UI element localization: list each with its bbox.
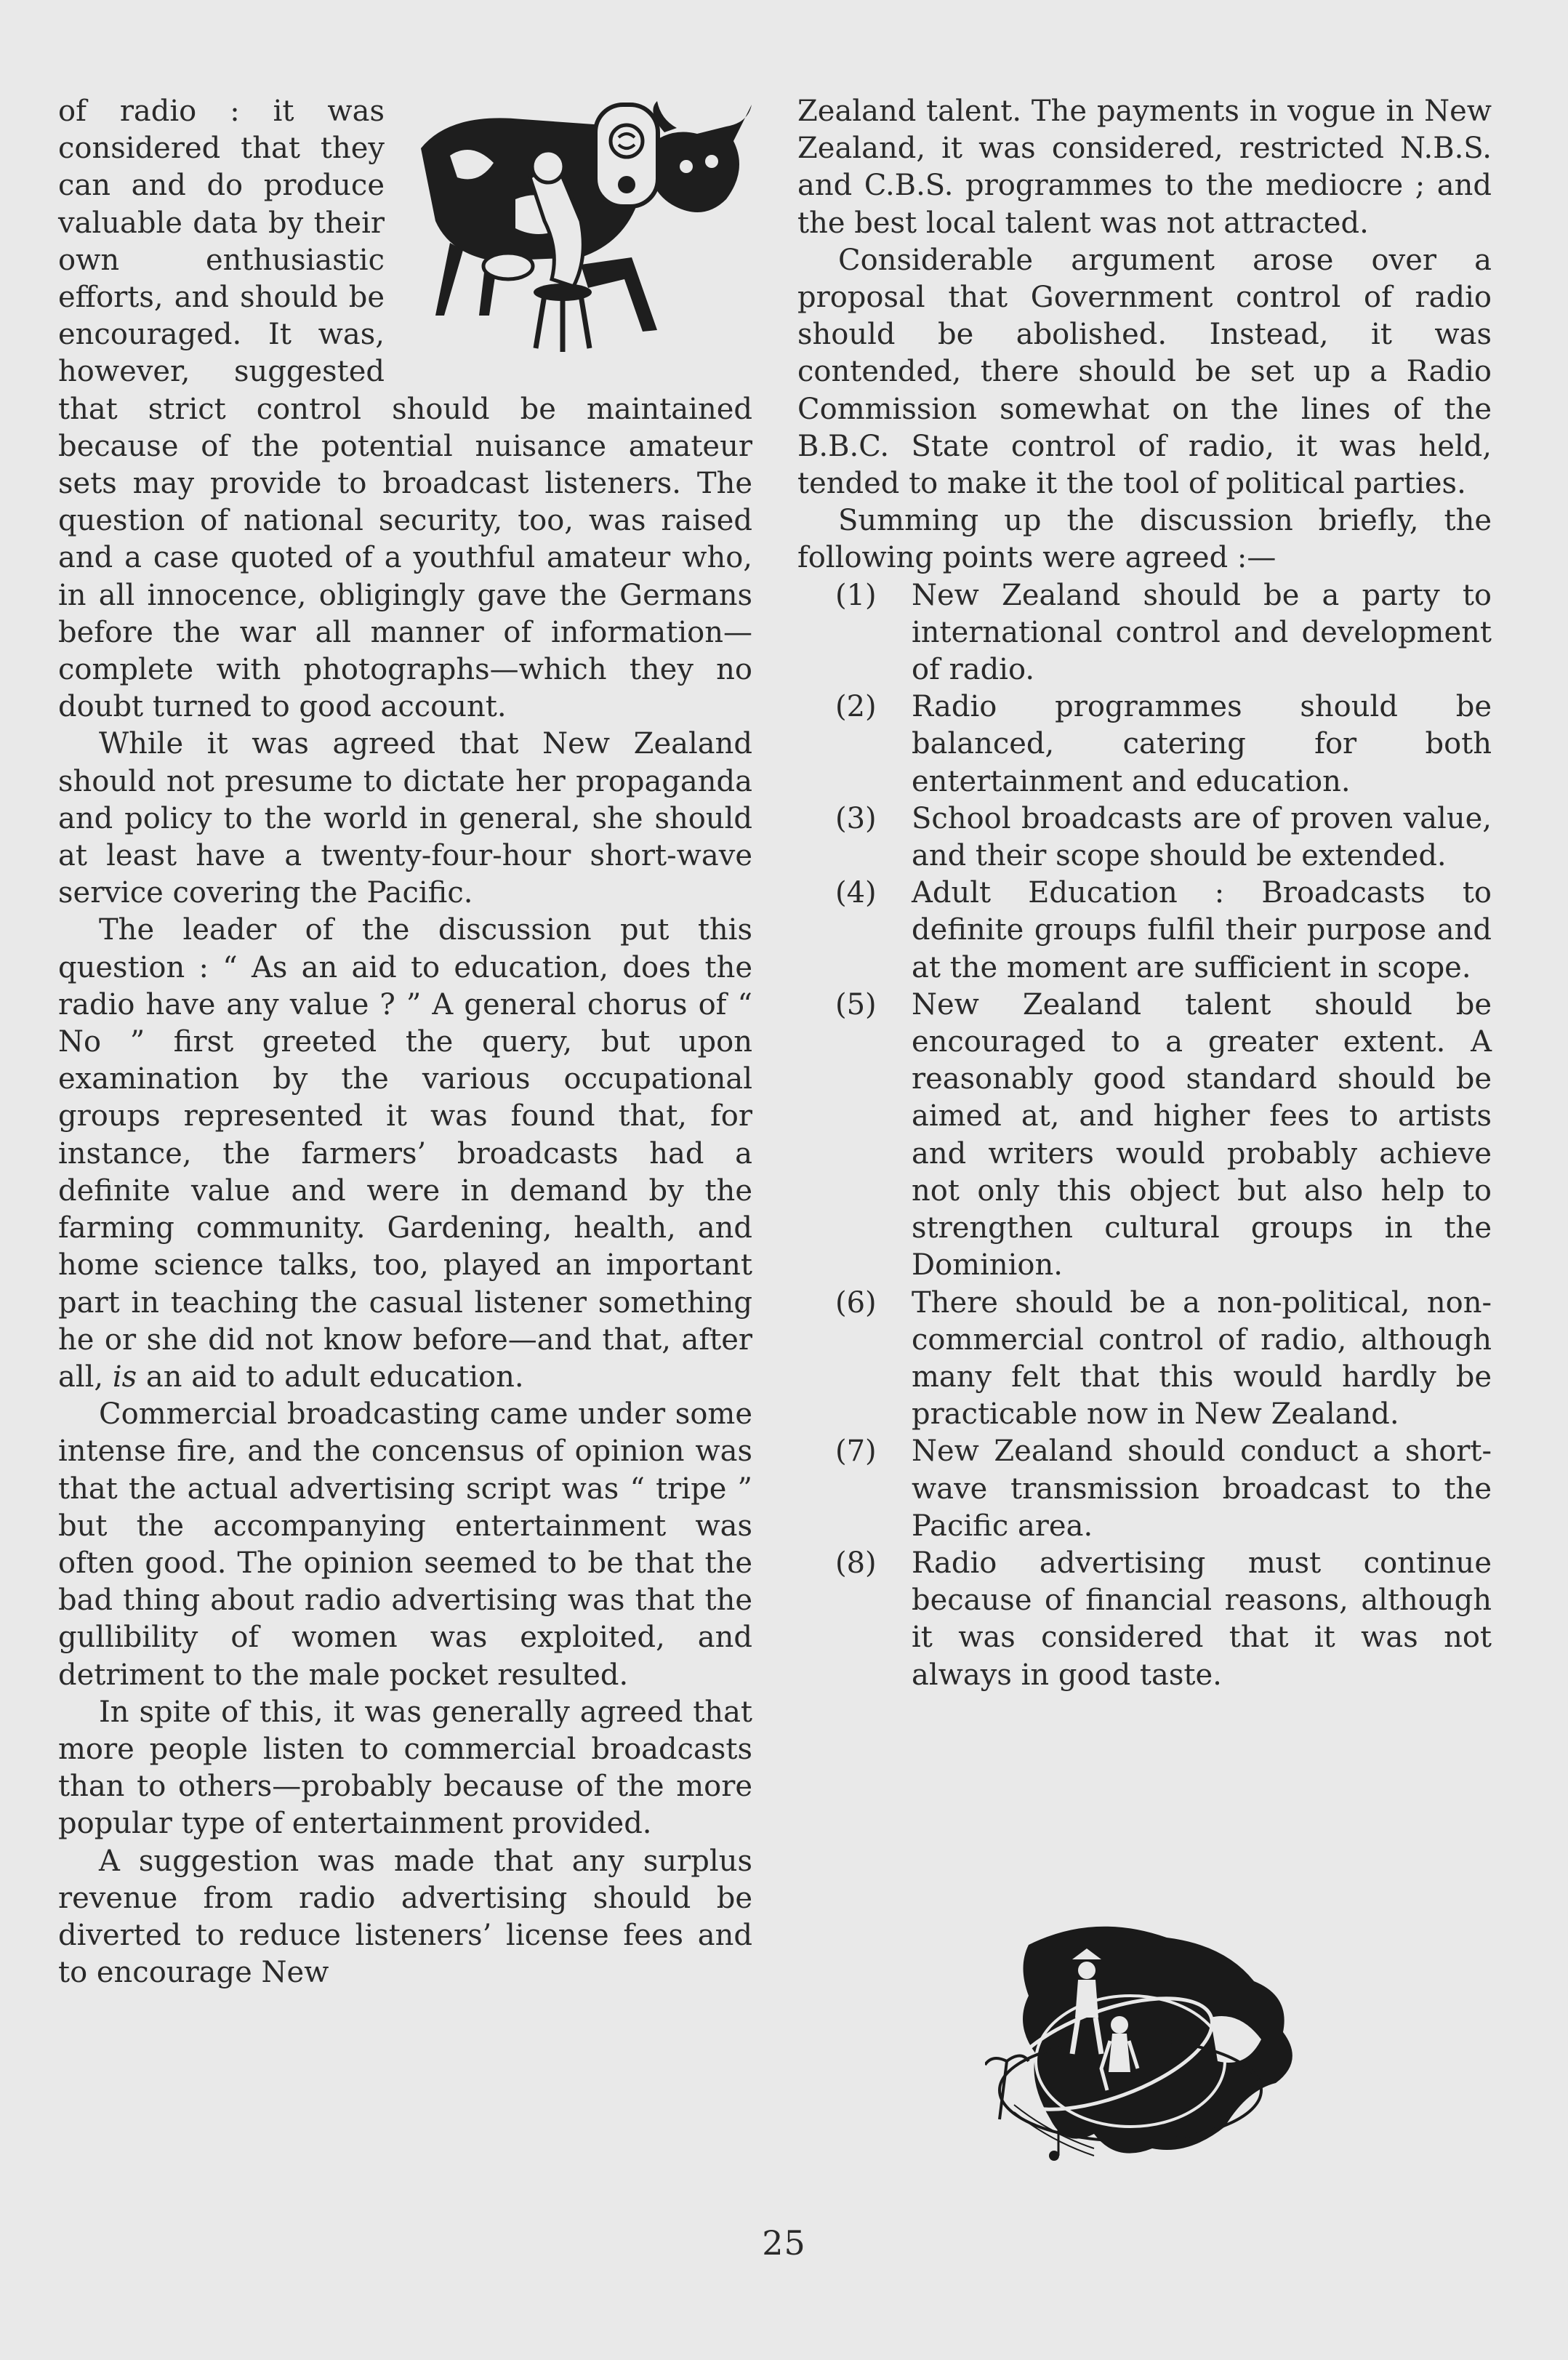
paragraph: While it was agreed that New Zealand should not presume to dictate her propaganda and policy to the world in general, she should at least have a twenty-four-hour short-wave service covering the Pacific. xyxy=(58,727,752,910)
list-item xyxy=(797,800,1492,875)
paragraph: Commercial broadcasting came under some intense fire, and the concensus of opinion was that the actual advertising script was “ tripe ” but the accompanying entertainment was often good. The opinion seemed to be that the bad thing about radio advertising was that the gullibility of women was exploited, and detriment to the male pocket resulted. xyxy=(58,1397,752,1692)
list-item-number: (6) xyxy=(835,1285,877,1320)
paragraph: Zealand talent. The payments in vogue in New Zealand, it was considered, restricted N.B.S. and C.B.S. programmes to the mediocre ; and the best local talent was not attracted. xyxy=(797,95,1492,240)
list-item-number: (4) xyxy=(835,876,877,910)
list-item-text: Radio advertising must continue because of financial reasons, although it was considered that it was not always in good taste. xyxy=(912,1546,1492,1692)
list-item-text: New Zealand should be a party to international control and development of radio. xyxy=(912,578,1492,687)
paragraph: A suggestion was made that any surplus revenue from radio advertising should be diverted to reduce listeners’ license fees and to encourage New xyxy=(58,1844,752,1990)
list-item xyxy=(797,577,1492,689)
paragraph: In spite of this, it was generally agreed that more people listen to commercial broadcasts than to others—probably because of the more popular type of entertainment provided. xyxy=(58,1695,752,1841)
list-item-text: There should be a non-political, non-commercial control of radio, although many felt that this would hardly be practicable now in New Zealand. xyxy=(912,1285,1492,1432)
paragraph-text: The leader of the discussion put this question : “ As an aid to education, does the radio have any value ? ” A general chorus of “ No ” first greeted the query, but upon examination by the various occupational groups represented it was found that, for instance, the farmers’ broadcasts had a definite value and were in demand by the farming community. Gardening, health, and home science talks, too, played an important part in teaching the casual listener something he or she did not know before—and that, after all, xyxy=(58,913,752,1394)
page-number: 25 xyxy=(762,2223,806,2263)
list-item-text: Radio programmes should be balanced, catering for both entertainment and education. xyxy=(912,690,1492,798)
paragraph xyxy=(58,912,752,1396)
list-item-text: New Zealand should conduct a short-wave transmission broadcast to the Pacific area. xyxy=(912,1434,1492,1543)
list-item-text: Adult Education : Broadcasts to definite groups fulfil their purpose and at the moment are sufficient in scope. xyxy=(912,876,1492,984)
pacific-map-illustration xyxy=(985,1916,1319,2178)
list-item-number: (8) xyxy=(835,1546,877,1580)
list-item-number: (7) xyxy=(835,1434,877,1469)
left-column xyxy=(58,93,752,1991)
italic-emphasis: is xyxy=(112,1360,137,1394)
paragraph xyxy=(58,93,752,726)
right-column xyxy=(797,93,1492,1694)
list-item-number: (3) xyxy=(835,801,877,835)
list-item-number: (5) xyxy=(835,987,877,1022)
list-item xyxy=(797,689,1492,800)
paragraph: Considerable argument arose over a proposal that Government control of radio should be abolished. Instead, it was contended, there should be set up a Radio Commission somewhat on the lines of the B.B.C. State control of radio, it was held, tended to make it the tool of political parties. xyxy=(797,243,1492,501)
list-item-number: (1) xyxy=(835,578,877,612)
cow-and-radio-illustration xyxy=(406,97,755,356)
list-item xyxy=(797,987,1492,1285)
list-item-text: New Zealand talent should be encouraged to a greater extent. A reasonably good standard should be aimed at, and higher fees to artists and writers would probably achieve not only this object but also help to strengthen cultural groups in the Dominion. xyxy=(912,987,1492,1283)
list-item xyxy=(797,875,1492,987)
list-item xyxy=(797,1545,1492,1694)
list-item-number: (2) xyxy=(835,690,877,724)
paragraph-text: an aid to adult education. xyxy=(145,1360,524,1394)
list-item-text: School broadcasts are of proven value, and their scope should be extended. xyxy=(912,801,1492,873)
paragraph: Summing up the discussion briefly, the following points were agreed :— xyxy=(797,504,1492,575)
list-item xyxy=(797,1433,1492,1545)
paragraph-text: of radio : it was considered that they can and do produce valuable data by their own enthusiastic efforts, and should be encouraged. It was, however, suggested that strict control should be maintained because of the potential nuisance amateur sets may provide to broadcast listeners. The question of national security, too, was raised and a case quoted of a youthful amateur who, in all innocence, obligingly gave the Germans before the war all manner of information—complete with photographs—which they no doubt turned to good account. xyxy=(58,95,752,724)
agreed-points-list xyxy=(797,577,1492,1694)
list-item xyxy=(797,1285,1492,1434)
